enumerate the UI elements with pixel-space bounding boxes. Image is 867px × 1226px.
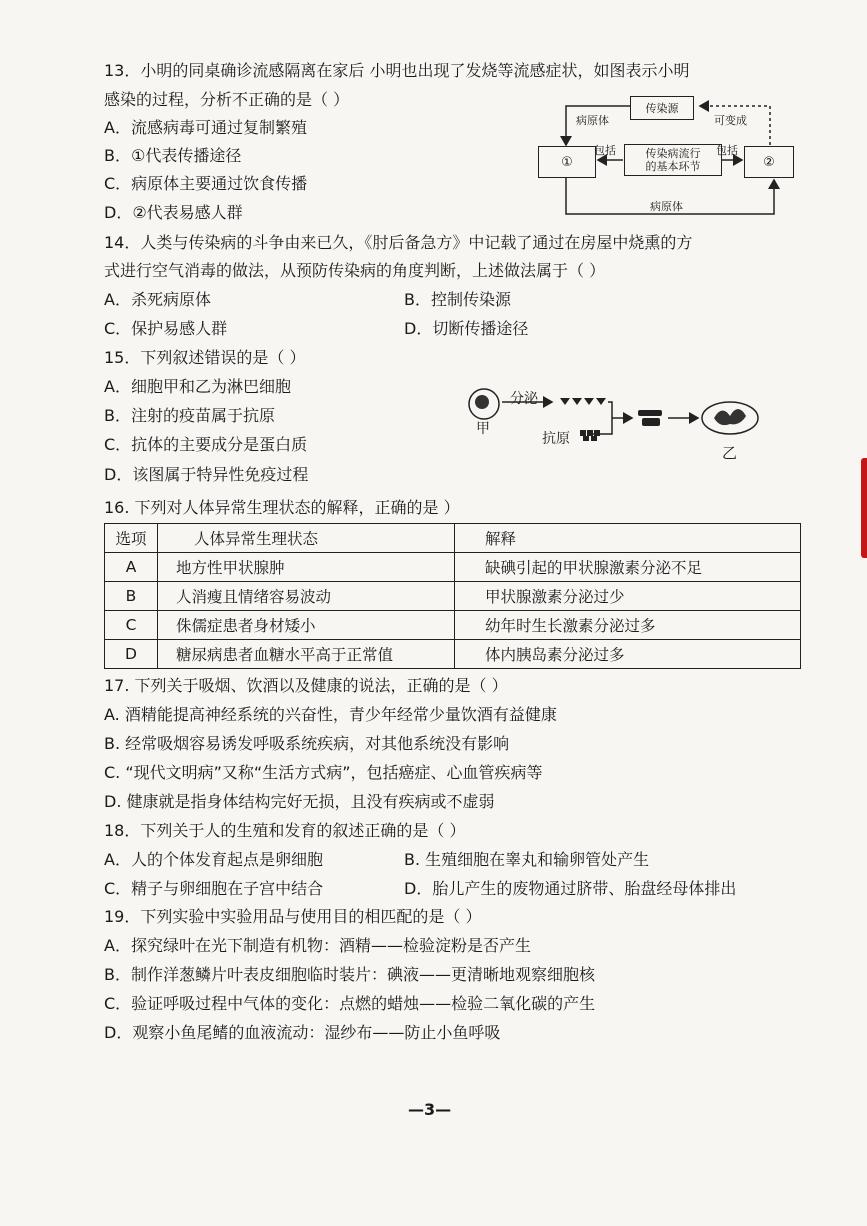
q14-option-d: D．切断传播途径 bbox=[404, 319, 529, 338]
table-row bbox=[105, 611, 801, 640]
q17-option-b: B. 经常吸烟容易诱发呼吸系统疾病，对其他系统没有影响 bbox=[104, 734, 510, 753]
cell-a-nucleus-icon bbox=[475, 395, 489, 409]
epidemic-links-line2: 的基本环节 bbox=[645, 160, 701, 173]
q13-stem-line2: 感染的过程，分析不正确的是（ ） bbox=[104, 90, 350, 109]
header-option: 选项 bbox=[105, 524, 158, 553]
q17-stem: 17. 下列关于吸烟、饮酒以及健康的说法，正确的是（ ） bbox=[104, 676, 508, 695]
row-state: 侏儒症患者身材矮小 bbox=[158, 611, 455, 640]
q13-option-b: B．①代表传播途径 bbox=[104, 146, 242, 165]
row-explanation: 体内胰岛素分泌过多 bbox=[455, 640, 801, 669]
q18-option-a: A．人的个体发育起点是卵细胞 bbox=[104, 850, 323, 869]
table-header-row bbox=[105, 524, 801, 553]
q19-option-d: D．观察小鱼尾鳍的血液流动：湿纱布——防止小鱼呼吸 bbox=[104, 1023, 501, 1042]
q13-option-c: C．病原体主要通过饮食传播 bbox=[104, 174, 308, 193]
node-2-box: ② bbox=[744, 146, 794, 178]
q16-answer-table bbox=[104, 523, 801, 669]
q15-option-c: C．抗体的主要成分是蛋白质 bbox=[104, 435, 308, 454]
q13-stem-line1: 13．小明的同桌确诊流感隔离在家后 小明也出现了发烧等流感症状，如图表示小明 bbox=[104, 61, 690, 80]
header-state: 人体异常生理状态 bbox=[158, 524, 455, 553]
q17-option-d: D. 健康就是指身体结构完好无损，且没有疾病或不虚弱 bbox=[104, 792, 495, 811]
q14-stem-line2: 式进行空气消毒的做法，从预防传染病的角度判断，上述做法属于（ ） bbox=[104, 261, 606, 280]
node-1-box: ① bbox=[538, 146, 596, 178]
row-state: 糖尿病患者血糖水平高于正常值 bbox=[158, 640, 455, 669]
pathogen-top-label: 病原体 bbox=[576, 114, 609, 127]
q19-stem: 19．下列实验中实验用品与使用目的相匹配的是（ ） bbox=[104, 907, 482, 926]
q19-option-b: B．制作洋葱鳞片叶表皮细胞临时装片：碘液——更清晰地观察细胞核 bbox=[104, 965, 595, 984]
include-right-label: 包括 bbox=[716, 144, 738, 157]
q19-option-a: A．探究绿叶在光下制造有机物：酒精——检验淀粉是否产生 bbox=[104, 936, 531, 955]
q14-option-a: A．杀死病原体 bbox=[104, 290, 211, 309]
can-become-label: 可变成 bbox=[714, 114, 747, 127]
q17-option-c: C. “现代文明病”又称“生活方式病”，包括癌症、心血管疾病等 bbox=[104, 763, 543, 782]
row-option: A bbox=[105, 553, 158, 582]
q18-stem: 18．下列关于人的生殖和发育的叙述正确的是（ ） bbox=[104, 821, 466, 840]
row-state: 人消瘦且情绪容易波动 bbox=[158, 582, 455, 611]
table-row bbox=[105, 553, 801, 582]
row-option: B bbox=[105, 582, 158, 611]
q14-option-c: C．保护易感人群 bbox=[104, 319, 228, 338]
epidemic-links-box bbox=[624, 144, 722, 176]
q13-option-a: A．流感病毒可通过复制繁殖 bbox=[104, 118, 307, 137]
q14-option-b: B．控制传染源 bbox=[404, 290, 511, 309]
q15-option-a: A．细胞甲和乙为淋巴细胞 bbox=[104, 377, 291, 396]
header-explanation: 解释 bbox=[455, 524, 801, 553]
epidemic-links-line1: 传染病流行 bbox=[645, 147, 701, 160]
table-row bbox=[105, 582, 801, 611]
q18-option-b: B. 生殖细胞在睾丸和输卵管处产生 bbox=[404, 850, 650, 869]
antigen-icon bbox=[580, 430, 600, 441]
red-edge-mark bbox=[861, 458, 867, 558]
q15-stem: 15．下列叙述错误的是（ ） bbox=[104, 348, 306, 367]
include-left-label: 包括 bbox=[594, 144, 616, 157]
q18-option-d: D．胎儿产生的废物通过脐带、胎盘经母体排出 bbox=[404, 879, 737, 898]
cell-b-label: 乙 bbox=[722, 444, 738, 462]
antibody-icons bbox=[560, 398, 606, 405]
infection-source-box: 传染源 bbox=[630, 96, 694, 120]
q17-option-a: A. 酒精能提高神经系统的兴奋性，青少年经常少量饮酒有益健康 bbox=[104, 705, 557, 724]
row-state: 地方性甲状腺肿 bbox=[158, 553, 455, 582]
antigen-label: 抗原 bbox=[542, 431, 570, 447]
page-number: —3— bbox=[408, 1100, 452, 1119]
pathogen-bottom-label: 病原体 bbox=[650, 200, 683, 213]
row-explanation: 甲状腺激素分泌过少 bbox=[455, 582, 801, 611]
q14-stem-line1: 14．人类与传染病的斗争由来已久，《肘后备急方》中记载了通过在房屋中烧熏的方 bbox=[104, 233, 693, 252]
row-explanation: 幼年时生长激素分泌过多 bbox=[455, 611, 801, 640]
q16-stem: 16. 下列对人体异常生理状态的解释，正确的是 ） bbox=[104, 498, 460, 517]
q13-option-d: D．②代表易感人群 bbox=[104, 203, 243, 222]
cell-a-label: 甲 bbox=[476, 421, 490, 437]
q19-option-c: C．验证呼吸过程中气体的变化：点燃的蜡烛——检验二氧化碳的产生 bbox=[104, 994, 596, 1013]
row-option: D bbox=[105, 640, 158, 669]
row-explanation: 缺碘引起的甲状腺激素分泌不足 bbox=[455, 553, 801, 582]
table-row bbox=[105, 640, 801, 669]
secrete-label: 分泌 bbox=[510, 391, 538, 407]
q18-option-c: C．精子与卵细胞在子宫中结合 bbox=[104, 879, 324, 898]
q15-option-b: B．注射的疫苗属于抗原 bbox=[104, 406, 275, 425]
q15-option-d: D．该图属于特异性免疫过程 bbox=[104, 465, 309, 484]
row-option: C bbox=[105, 611, 158, 640]
antigen-antibody-complex-icon bbox=[638, 410, 662, 426]
